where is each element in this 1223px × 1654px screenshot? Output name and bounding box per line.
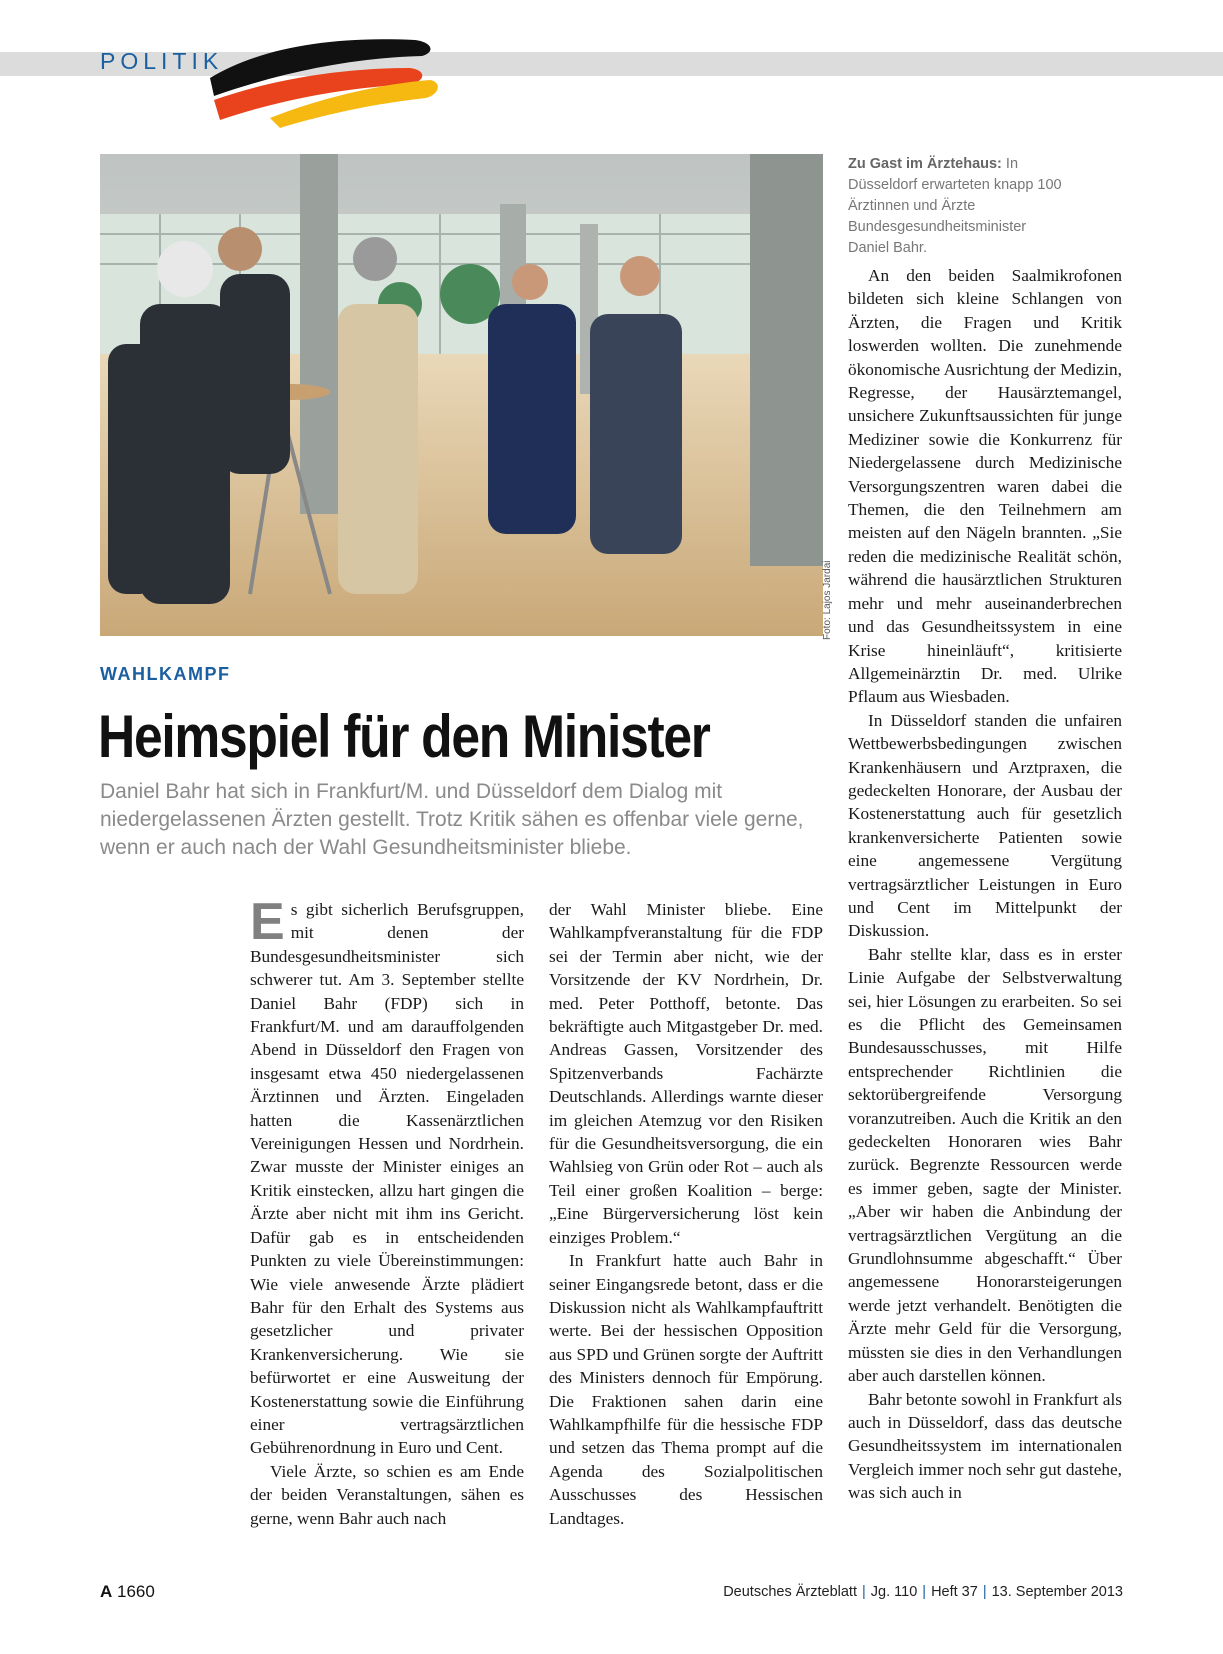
journal-info (723, 1584, 1123, 1600)
body-paragraph: s gibt sicherlich Berufsgruppen, mit denen der Bundesgesundheitsminister sich schwerer tut. Am 3. September stellte Daniel Bahr (FDP) sich in Frankfurt/M. und am darauffolgenden Abend in Düsseldorf den Fragen von insgesamt etwa 450 niedergelassenen Ärztinnen und Ärzten. Eingeladen hatten die Kassenärztlichen Vereinigungen Hessen und Nordrhein. Zwar musste der Minister einiges an Kritik einstecken, allzu hart gingen die Ärzte aber nicht mit ihm ins Gericht. Dafür gab es in entscheidenden Punkten zu viele Übereinstimmungen: Wie viele anwesende Ärzte plädiert Bahr für den Erhalt des Systems aus gesetzlicher und privater Krankenversicherung. Wie sie befürwortet er eine Ausweitung der Kostenerstattung sowie die Einführung einer vertragsärztlichen Gebührenordnung in Euro und Cent. (250, 900, 524, 1458)
journal-name: Deutsches Ärzteblatt (723, 1584, 857, 1600)
section-label: POLITIK (100, 48, 224, 74)
separator: | (922, 1584, 927, 1600)
page-prefix: A (100, 1582, 113, 1601)
article-kicker: WAHLKAMPF (100, 664, 231, 684)
drop-cap: E (250, 893, 285, 951)
journal-volume: Jg. 110 (870, 1584, 918, 1600)
photo-credit: Foto: Lajos Jardai (822, 560, 833, 640)
page-number (100, 1582, 155, 1602)
body-paragraph: der Wahl Minister bliebe. Eine Wahlkampfveranstaltung für die FDP sei der Termin aber nicht, wie der Vorsitzende der KV Nordrhein, Dr. med. Peter Potthoff, betonte. Das bekräftigte auch Mitgastgeber Dr. med. Andreas Gassen, Vorsitzender des Spitzenverbands Fachärzte Deutschlands. Allerdings warnte dieser im gleichen Atemzug vor den Risiken für die Gesundheitsversorgung, die ein Wahlsieg von Grün oder Rot – auch als Teil einer großen Koalition – berge: „Eine Bürgerversicherung löst kein einziges Problem.“ (549, 900, 823, 1247)
article-photo (100, 154, 823, 636)
body-paragraph: Viele Ärzte, so schien es am Ende der beiden Veranstaltungen, sähen es gerne, wenn Bahr auch nach (250, 1461, 524, 1528)
article-column-1 (250, 893, 524, 1530)
body-paragraph: In Düsseldorf standen die unfairen Wettbewerbsbedingungen zwischen Krankenhäusern und Arztpraxen, die gedeckelten Honorare, der Ausbau der Kostenerstattung auch für gesetzlich krankenversicherte Patienten sowie eine angemessene Vergütung vertragsärztlicher Leistungen in Euro und Cent im Mittelpunkt der Diskussion. (848, 710, 1122, 941)
journal-issue: Heft 37 (931, 1584, 978, 1600)
article-headline: Heimspiel für den Minister (98, 703, 710, 770)
page-number-value: 1660 (117, 1582, 155, 1601)
article-deck: Daniel Bahr hat sich in Frankfurt/M. und Düsseldorf dem Dialog mit niedergelassenen Ärzten gestellt. Trotz Kritik sähen es offenbar viele gerne, wenn er auch nach der Wahl Gesundheitsminister bliebe. (100, 780, 804, 859)
body-paragraph: Bahr betonte sowohl in Frankfurt als auch in Düsseldorf, dass das deutsche Gesundheitssystem im internationalen Vergleich immer noch sehr gut dastehe, was sich auch in (848, 1389, 1122, 1503)
separator: | (982, 1584, 987, 1600)
german-flag-brushstroke (200, 18, 440, 128)
caption-lead: Zu Gast im Ärztehaus: (848, 156, 1002, 172)
article-column-3 (848, 264, 1122, 1505)
caption-text: In Düsseldorf erwarteten knapp 100 Ärztinnen und Ärzte Bundesgesundheitsminister Daniel Bahr. (848, 156, 1062, 256)
photo-caption (848, 154, 1070, 259)
body-paragraph: An den beiden Saalmikrofonen bildeten sich kleine Schlangen von Ärzten, die Fragen und Kritik loswerden wollten. Die zunehmende ökonomische Ausrichtung der Medizin, Regresse, der Hausärztemangel, unsichere Zukunftsaussichten für junge Mediziner sowie die Konkurrenz für Niedergelassene durch Medizinische Versorgungszentren waren dabei die Themen, die den Teilnehmern am meisten auf den Nägeln brannten. „Sie reden die medizinische Realität schön, während die hausärztlichen Strukturen mehr und mehr auseinanderbrechen und das Gesundheitssystem in eine Krise hineinläuft“, kritisierte Allgemeinärztin Dr. med. Ulrike Pflaum aus Wiesbaden. (848, 266, 1122, 707)
body-paragraph: Bahr stellte klar, dass es in erster Linie Aufgabe der Selbstverwaltung sei, hier Lösungen zu erarbeiten. So sei es die Pflicht des Gemeinsamen Bundesausschusses, mit Hilfe entsprechender Richtlinien die sektorübergreifende Versorgung voranzutreiben. Auch die Kritik an den gedeckelten Honoraren wies Bahr zurück. Begrenzte Ressourcen werde es immer geben, sagte der Minister. „Aber wir haben die Anbindung der vertragsärztlichen Vergütung an die Grundlohnsumme abgeschafft.“ Über angemessene Honorarsteigerungen werde jetzt verhandelt. Benötigten die Ärzte mehr Geld für die Versorgung, müssten sie dies in den Verhandlungen aber auch darstellen können. (848, 944, 1122, 1386)
separator: | (862, 1584, 866, 1600)
article-column-2 (549, 898, 823, 1530)
journal-date: 13. September 2013 (991, 1584, 1123, 1600)
body-paragraph: In Frankfurt hatte auch Bahr in seiner Eingangsrede betont, dass er die Diskussion nicht als Wahlkampfauftritt werte. Bei der hessischen Opposition aus SPD und Grünen sorgte der Auftritt des Ministers dennoch für Empörung. Die Fraktionen sahen darin eine Wahlkampfhilfe für die hessische FDP und setzen das Thema prompt auf die Agenda des Sozialpolitischen Ausschusses des Hessischen Landtages. (549, 1251, 823, 1528)
